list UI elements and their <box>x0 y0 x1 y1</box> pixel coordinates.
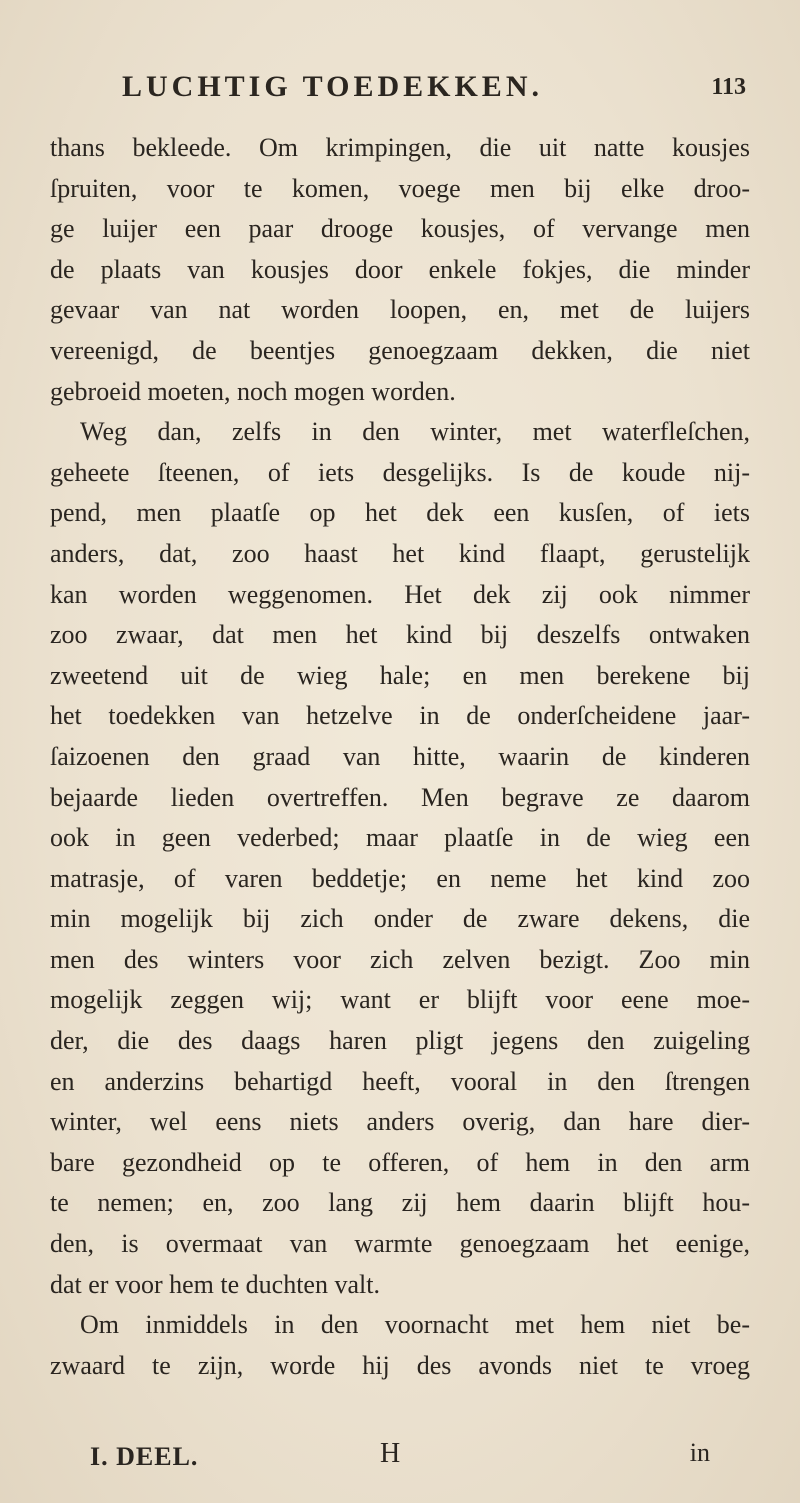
text-line: de plaats van kousjes door enkele fokjes, die minder <box>50 254 750 284</box>
page-number: 113 <box>711 74 746 100</box>
running-title: LUCHTIG TOEDEKKEN. <box>122 70 543 103</box>
text-line: Om inmiddels in den voornacht met hem niet be- <box>80 1310 750 1340</box>
text-line: Weg dan, zelfs in den winter, met waterfleſchen, <box>80 417 750 447</box>
text-line: winter, wel eens niets anders overig, dan hare dier- <box>50 1107 750 1137</box>
text-line: min mogelijk bij zich onder de zware dekens, die <box>50 904 750 934</box>
text-line: pend, men plaatſe op het dek een kusſen, of iets <box>50 498 750 528</box>
text-line: den, is overmaat van warmte genoegzaam het eenige, <box>50 1229 750 1259</box>
text-line: men des winters voor zich zelven bezigt. Zoo min <box>50 944 750 974</box>
text-line: dat er voor hem te duchten valt. <box>50 1269 380 1299</box>
text-line: kan worden weggenomen. Het dek zij ook nimmer <box>50 579 750 609</box>
text-line: het toedekken van hetzelve in de onderſcheidene jaar- <box>50 701 750 731</box>
text-line: en anderzins behartigd heeft, vooral in den ſtrengen <box>50 1066 750 1096</box>
catchword: in <box>689 1438 710 1467</box>
text-line: thans bekleede. Om krimpingen, die uit natte kousjes <box>50 133 750 162</box>
text-line: ſpruiten, voor te komen, voege men bij elke droo- <box>50 173 750 203</box>
text-line: ſaizoenen den graad van hitte, waarin de kinderen <box>50 741 750 771</box>
text-line: der, die des daags haren pligt jegens den zuigeling <box>50 1026 750 1056</box>
text-line: zweetend uit de wieg hale; en men berekene bij <box>50 660 750 690</box>
text-line: zwaard te zijn, worde hij des avonds niet te vroeg <box>50 1350 750 1380</box>
text-line: bare gezondheid op te offeren, of hem in den arm <box>50 1147 750 1177</box>
running-head <box>50 70 760 114</box>
text-line: anders, dat, zoo haast het kind flaapt, gerustelijk <box>50 538 750 568</box>
gathering-mark: H <box>380 1438 401 1469</box>
text-line: vereenigd, de beentjes genoegzaam dekken, die niet <box>50 335 750 365</box>
text-line: ge luijer een paar drooge kousjes, of vervange men <box>50 214 750 244</box>
text-line: bejaarde lieden overtreffen. Men begrave ze daarom <box>50 782 750 812</box>
body-text <box>50 128 750 1386</box>
page-footer <box>50 1438 750 1478</box>
text-line: te nemen; en, zoo lang zij hem daarin blijft hou- <box>50 1188 750 1218</box>
text-line: mogelijk zeggen wij; want er blijft voor eene moe- <box>50 985 750 1015</box>
text-line: gevaar van nat worden loopen, en, met de luijers <box>50 295 750 325</box>
text-line: zoo zwaar, dat men het kind bij deszelfs ontwaken <box>50 620 750 650</box>
text-line: matrasje, of varen beddetje; en neme het kind zoo <box>50 863 750 893</box>
text-line: ook in geen vederbed; maar plaatſe in de wieg een <box>50 823 750 853</box>
volume-signature: I. DEEL. <box>90 1442 199 1471</box>
text-line: geheete ſteenen, of iets desgelijks. Is de koude nij- <box>50 457 750 487</box>
text-line: gebroeid moeten, noch mogen worden. <box>50 376 456 406</box>
